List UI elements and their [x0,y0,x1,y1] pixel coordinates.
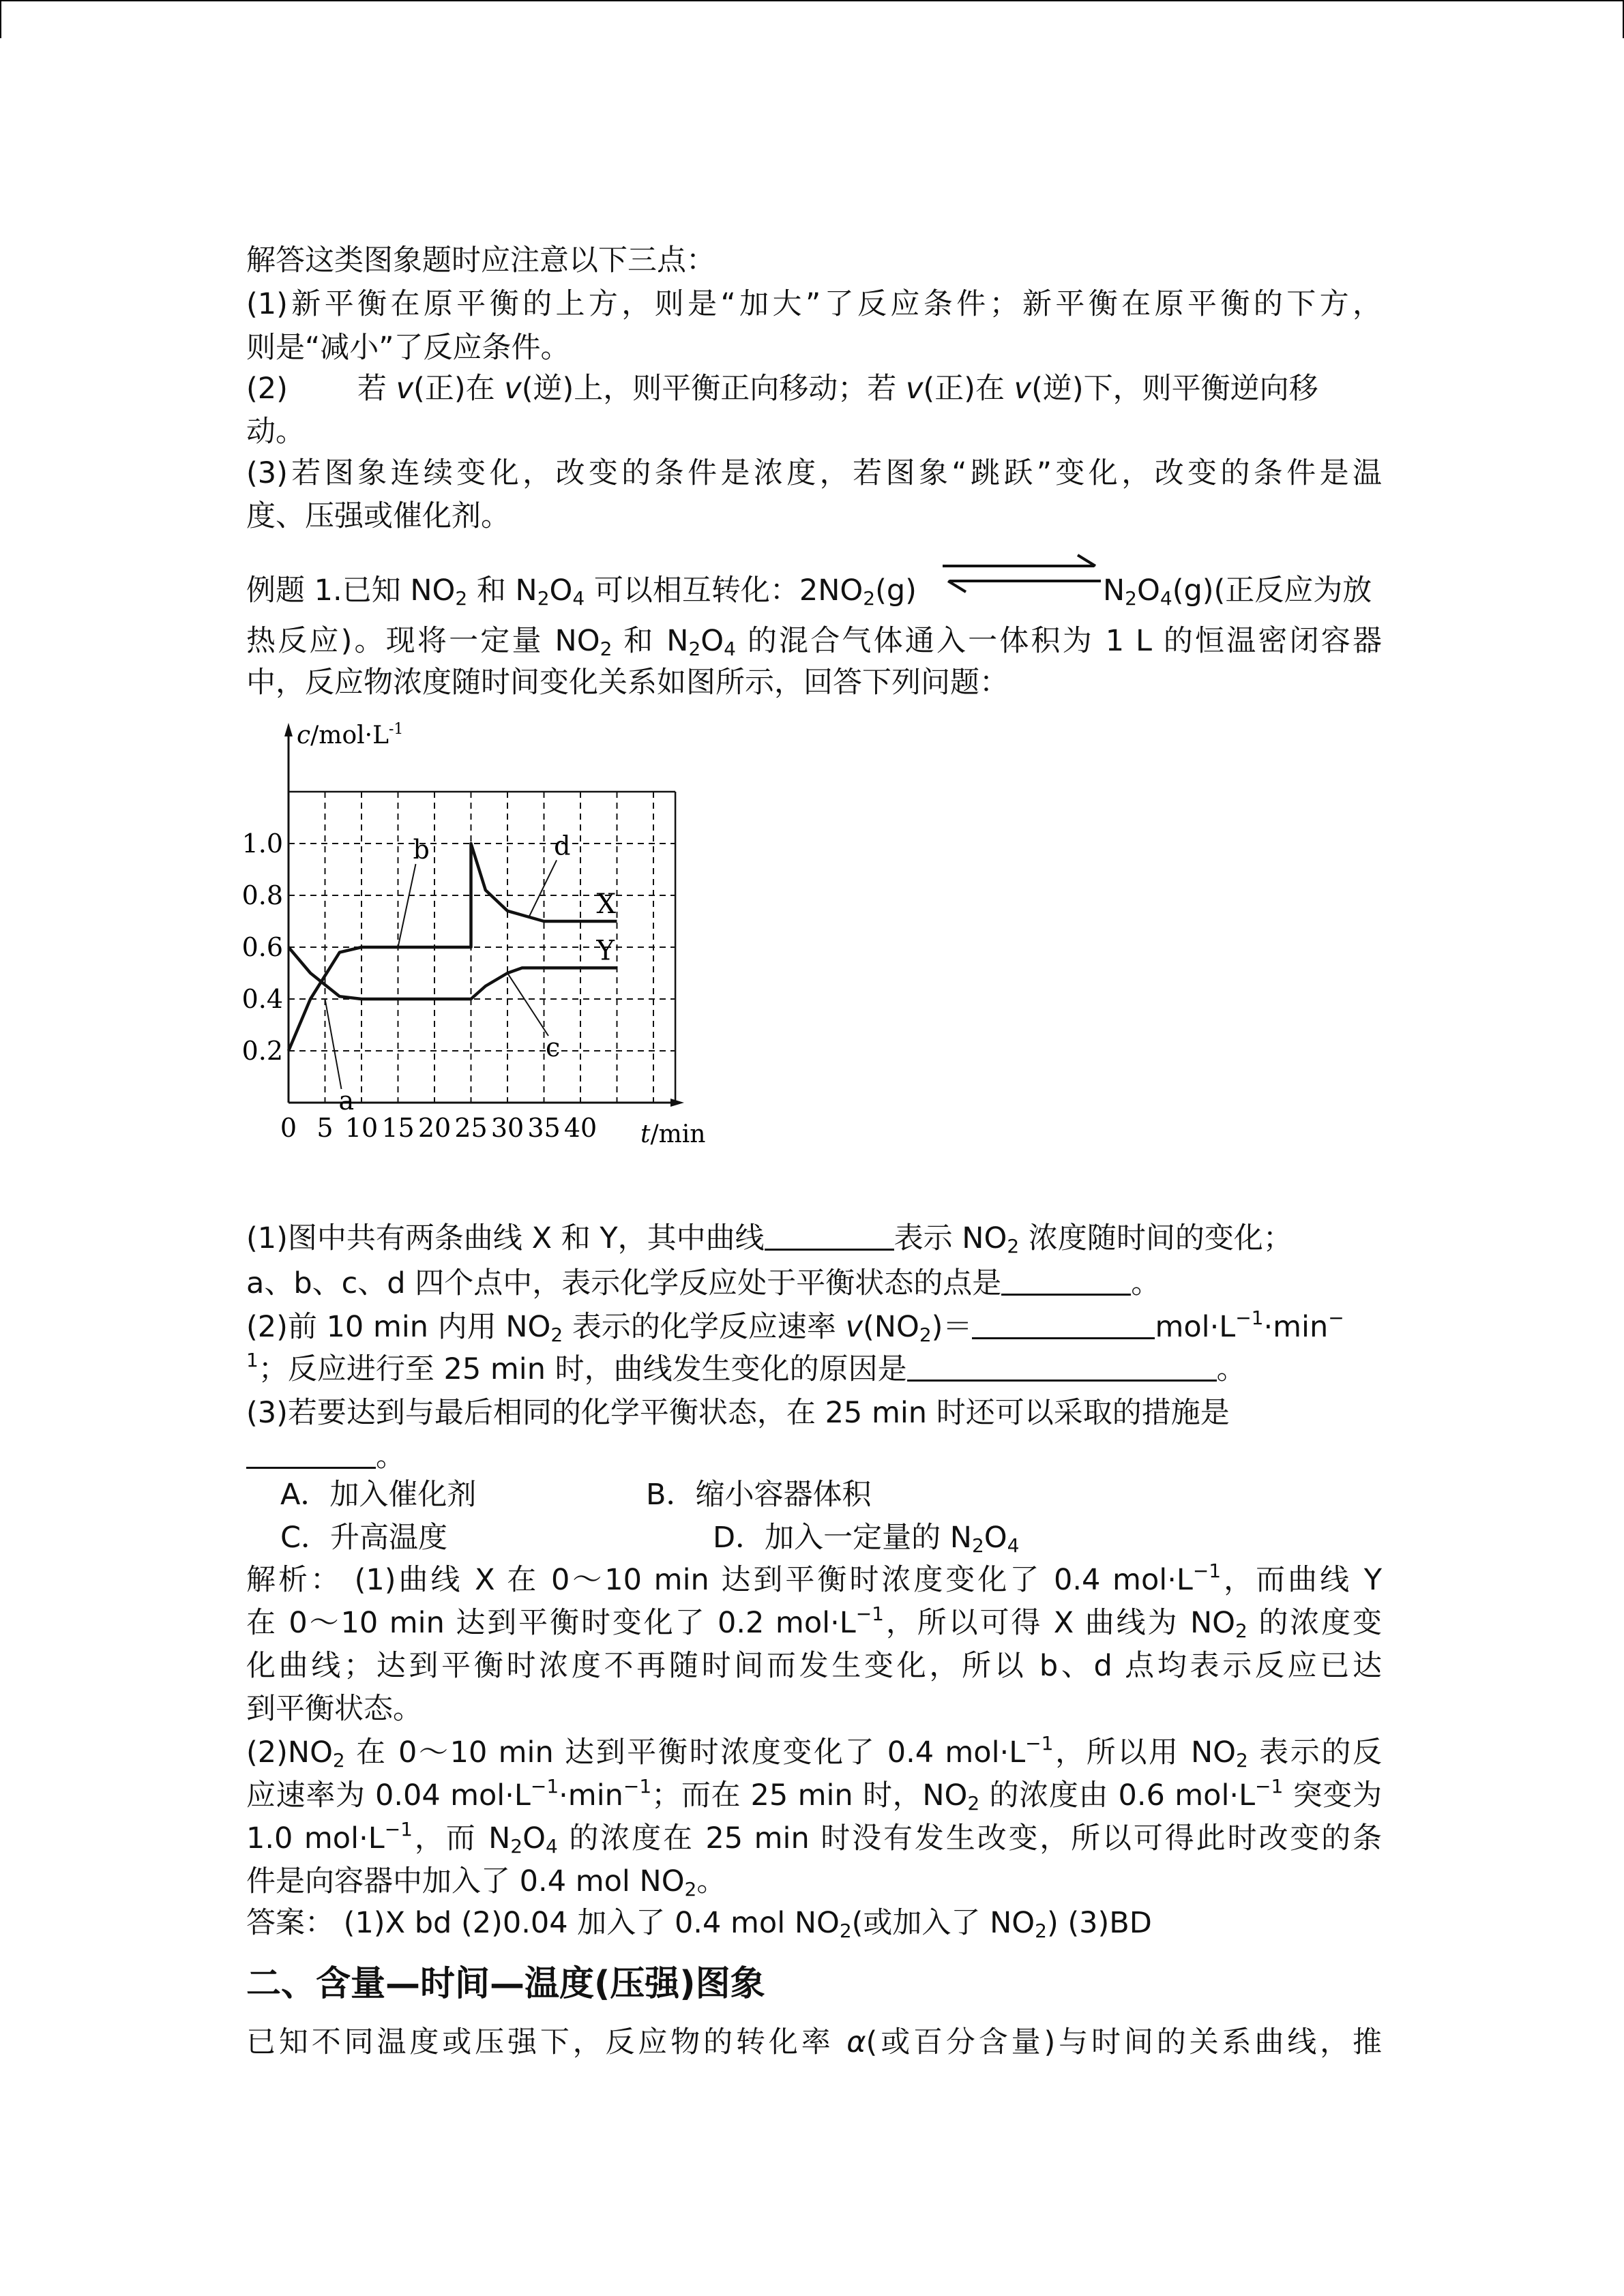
intro-point-1: (1)新平衡在原平衡的上方，则是“加大”了反应条件；新平衡在原平衡的下方， [246,287,1382,321]
y-axis-label: $c/mol\cdot L^{-1}$ [297,721,404,749]
intro-point-2: (2) 若 v(正)在 v(逆)上，则平衡正向移动；若 v(正)在 v(逆)下，则平衡逆向移 [246,372,1318,406]
analysis-line-4: 到平衡状态。 [246,1692,422,1726]
annotation-label-a: a [338,1086,355,1116]
analysis-line-2: 在 0～10 min 达到平衡时变化了 0.2 $mol\cdot L^{-1}$，所以可得 X 曲线为 $NO_2$ 的浓度变 [246,1602,1383,1642]
x-tick-label: 5 [316,1113,334,1143]
x-tick-label: 25 [454,1113,488,1143]
x-tick-label: 40 [563,1113,597,1143]
x-tick-label: 35 [527,1113,561,1143]
y-axis-arrow-icon [284,723,293,736]
section-heading: 二、含量—时间—温度(压强)图象 [246,1964,765,2004]
analysis-line-6: 应速率为 0.04 $mol\cdot L^{-1}\cdot\min^{-1}$；而在 25 min 时，$NO_2$ 的浓度由 0.6 $mol\cdot L^{-1}$ 突变为 [246,1775,1382,1815]
analysis-line-3: 化曲线；达到平衡时浓度不再随时间而发生变化，所以 b、d 点均表示反应已达 [246,1649,1382,1683]
answer-blank [1001,1264,1131,1296]
option-a: A．加入催化剂 [280,1478,477,1512]
annotation-leader-a [325,999,342,1089]
example-line-1: 例题 1.已知 $NO_2$ 和 $N_2O_4$ 可以相互转化：$2NO_2(g)$ [246,573,917,610]
intro-line: 解答这类图象题时应注意以下三点： [246,243,715,278]
question-2: (2)前 10 min 内用 $NO_2$ 表示的化学反应速率 $v(NO_2)= mol\cdot L^{-1}\cdot\min^-$ [246,1307,1344,1346]
x-axis-label: t/min [640,1120,706,1148]
analysis-line-7: 1.0 $mol\cdot L^{-1}$，而 $N_2O_4$ 的浓度在 25 min 时没有发生改变，所以可得此时改变的条 [246,1818,1382,1858]
series-label-X: X [596,889,616,920]
intro-point-2-cont: 动。 [246,415,305,449]
option-c: C．升高温度 [280,1521,448,1555]
x-tick-label: 20 [417,1113,452,1143]
section-paragraph: 已知不同温度或压强下，反应物的转化率 α(或百分含量)与时间的关系曲线，推 [246,2025,1382,2059]
annotation-label-d: d [554,831,571,861]
series-label-Y: Y [596,935,615,967]
intro-point-3: (3)若图象连续变化，改变的条件是浓度，若图象“跳跃”变化，改变的条件是温 [246,456,1382,490]
answer-blank [907,1350,1217,1382]
example-line-1-product: $N_2O_4(g)$(正反应为放 [1103,573,1372,610]
analysis-line-5: $(2)NO_2$ 在 0～10 min 达到平衡时浓度变化了 0.4 $mol\cdot L^{-1}$，所以用 $NO_2$ 表示的反 [246,1732,1382,1772]
y-tick-label: 1.0 [241,829,283,859]
answer-line: 答案： (1)X bd (2)0.04 加入了 0.4 mol $NO_2$(或加入了 $NO_2$) (3)BD [246,1906,1152,1942]
question-2-cont: $^1$；反应进行至 25 min 时，曲线发生变化的原因是 。 [246,1349,1246,1386]
annotation-label-b: b [413,835,430,865]
annotation-label-c: c [546,1032,561,1062]
intro-point-1-cont: 则是“减小”了反应条件。 [246,331,570,365]
answer-blank [972,1307,1155,1339]
intro-point-3-cont: 度、压强或催化剂。 [246,499,510,533]
example-line-3: 中，反应物浓度随时间变化关系如图所示，回答下列问题： [246,666,1009,700]
question-1-cont: a、b、c、d 四个点中，表示化学反应处于平衡状态的点是 。 [246,1263,1382,1304]
x-tick-label: 30 [490,1113,525,1143]
option-b: B．缩小容器体积 [646,1478,872,1512]
y-tick-label: 0.6 [241,932,283,962]
x-axis-arrow-icon [670,1099,684,1107]
y-tick-label: 0.2 [241,1036,283,1066]
question-3: (3)若要达到与最后相同的化学平衡状态，在 25 min 时还可以采取的措施是 [246,1396,1230,1430]
annotation-leader-c [507,973,548,1036]
y-tick-label: 0.8 [241,880,283,910]
concentration-time-chart [241,716,710,1166]
x-tick-label: 10 [344,1113,379,1143]
answer-blank [765,1219,894,1251]
analysis-line-8: 件是向容器中加入了 0.4 mol $NO_2$。 [246,1864,726,1900]
x-tick-label: 0 [280,1113,297,1143]
page-border-left [0,0,1,38]
annotation-leader-d [529,860,557,916]
question-1: (1)图中共有两条曲线 X 和 Y，其中曲线 表示 $NO_2$ 浓度随时间的变化； [246,1218,1382,1259]
annotation-leader-b [398,864,416,947]
equilibrium-arrows-icon [941,554,1102,599]
page-border-top [0,0,1624,1]
option-d: D．加入一定量的 $N_2O_4$ [713,1521,1020,1557]
analysis-line-1: 解析： (1)曲线 X 在 0～10 min 达到平衡时浓度变化了 0.4 $mol\cdot L^{-1}$，而曲线 Y [246,1560,1382,1597]
answer-blank [246,1437,376,1469]
question-3-cont: 。 [246,1436,1382,1477]
y-tick-label: 0.4 [241,984,283,1014]
example-line-2: 热反应)。现将一定量 $NO_2$ 和 $N_2O_4$ 的混合气体通入一体积为 1 L 的恒温密闭容器 [246,624,1382,660]
x-tick-label: 15 [381,1113,415,1143]
